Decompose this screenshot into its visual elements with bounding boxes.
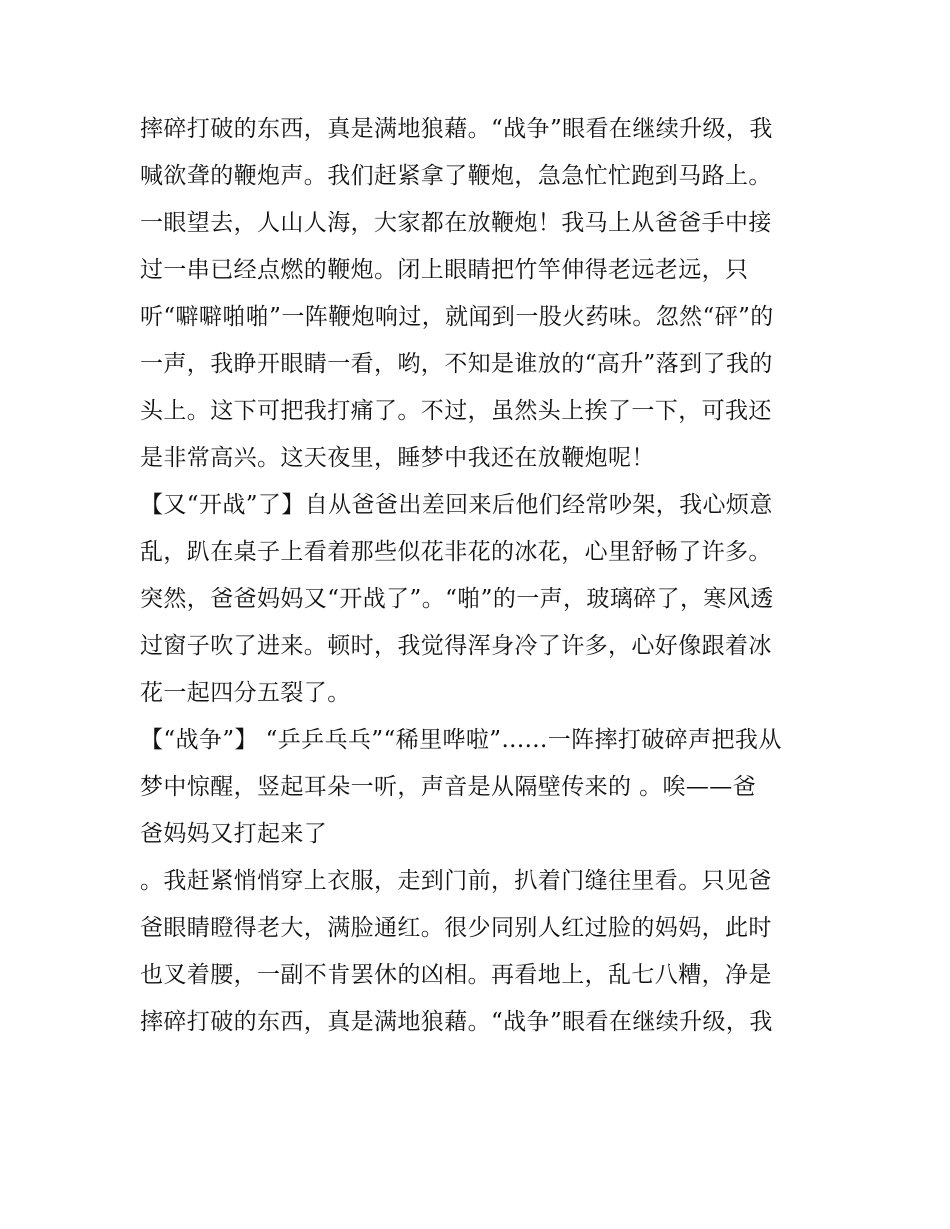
text-line: 也叉着腰，一副不肯罢休的凶相。再看地上，乱七八糟，净是 [140,962,772,988]
text-line: 【“战争”】 “乒乒乓乓”“稀里哗啦”......一阵摔打破碎声把我从 [140,727,782,753]
text-line: 过一串已经点燃的鞭炮。闭上眼睛把竹竿伸得老远老远，只 [140,257,749,283]
text-line: 听“噼噼啪啪”一阵鞭炮响过，就闻到一股火药味。忽然“砰”的 [140,304,774,330]
text-body [140,106,820,1046]
text-line: 花一起四分五裂了。 [140,680,351,706]
text-line: 摔碎打破的东西，真是满地狼藉。“战争”眼看在继续升级，我 [140,116,773,142]
text-line: 。我赶紧悄悄穿上衣服，走到门前，扒着门缝往里看。只见爸 [140,868,772,894]
text-line: 乱，趴在桌子上看着那些似花非花的冰花，心里舒畅了许多。 [140,539,772,565]
text-line: 摔碎打破的东西，真是满地狼藉。“战争”眼看在继续升级，我 [140,1009,773,1035]
text-line: 【又“开战”了】自从爸爸出差回来后他们经常吵架，我心烦意 [140,492,773,518]
text-line: 爸眼睛瞪得老大，满脸通红。很少同别人红过脸的妈妈，此时 [140,915,772,941]
text-line: 过窗子吹了进来。顿时，我觉得浑身冷了许多，心好像跟着冰 [140,633,772,659]
text-line: 突然，爸爸妈妈又“开战了”。“啪”的一声，玻璃碎了，寒风透 [140,586,774,612]
text-line: 是非常高兴。这天夜里，睡梦中我还在放鞭炮呢！ [140,445,655,471]
text-line: 爸妈妈又打起来了 [140,821,328,847]
text-line: 喊欲聋的鞭炮声。我们赶紧拿了鞭炮，急急忙忙跑到马路上。 [140,163,772,189]
text-line: 一眼望去，人山人海，大家都在放鞭炮！我马上从爸爸手中接 [140,210,772,236]
text-line: 头上。这下可把我打痛了。不过，虽然头上挨了一下，可我还 [140,398,772,424]
text-line: 梦中惊醒，竖起耳朵一听，声音是从隔壁传来的 。唉——爸 [140,774,757,800]
text-line: 一声，我睁开眼睛一看，哟，不知是谁放的“高升”落到了我的 [140,351,773,377]
